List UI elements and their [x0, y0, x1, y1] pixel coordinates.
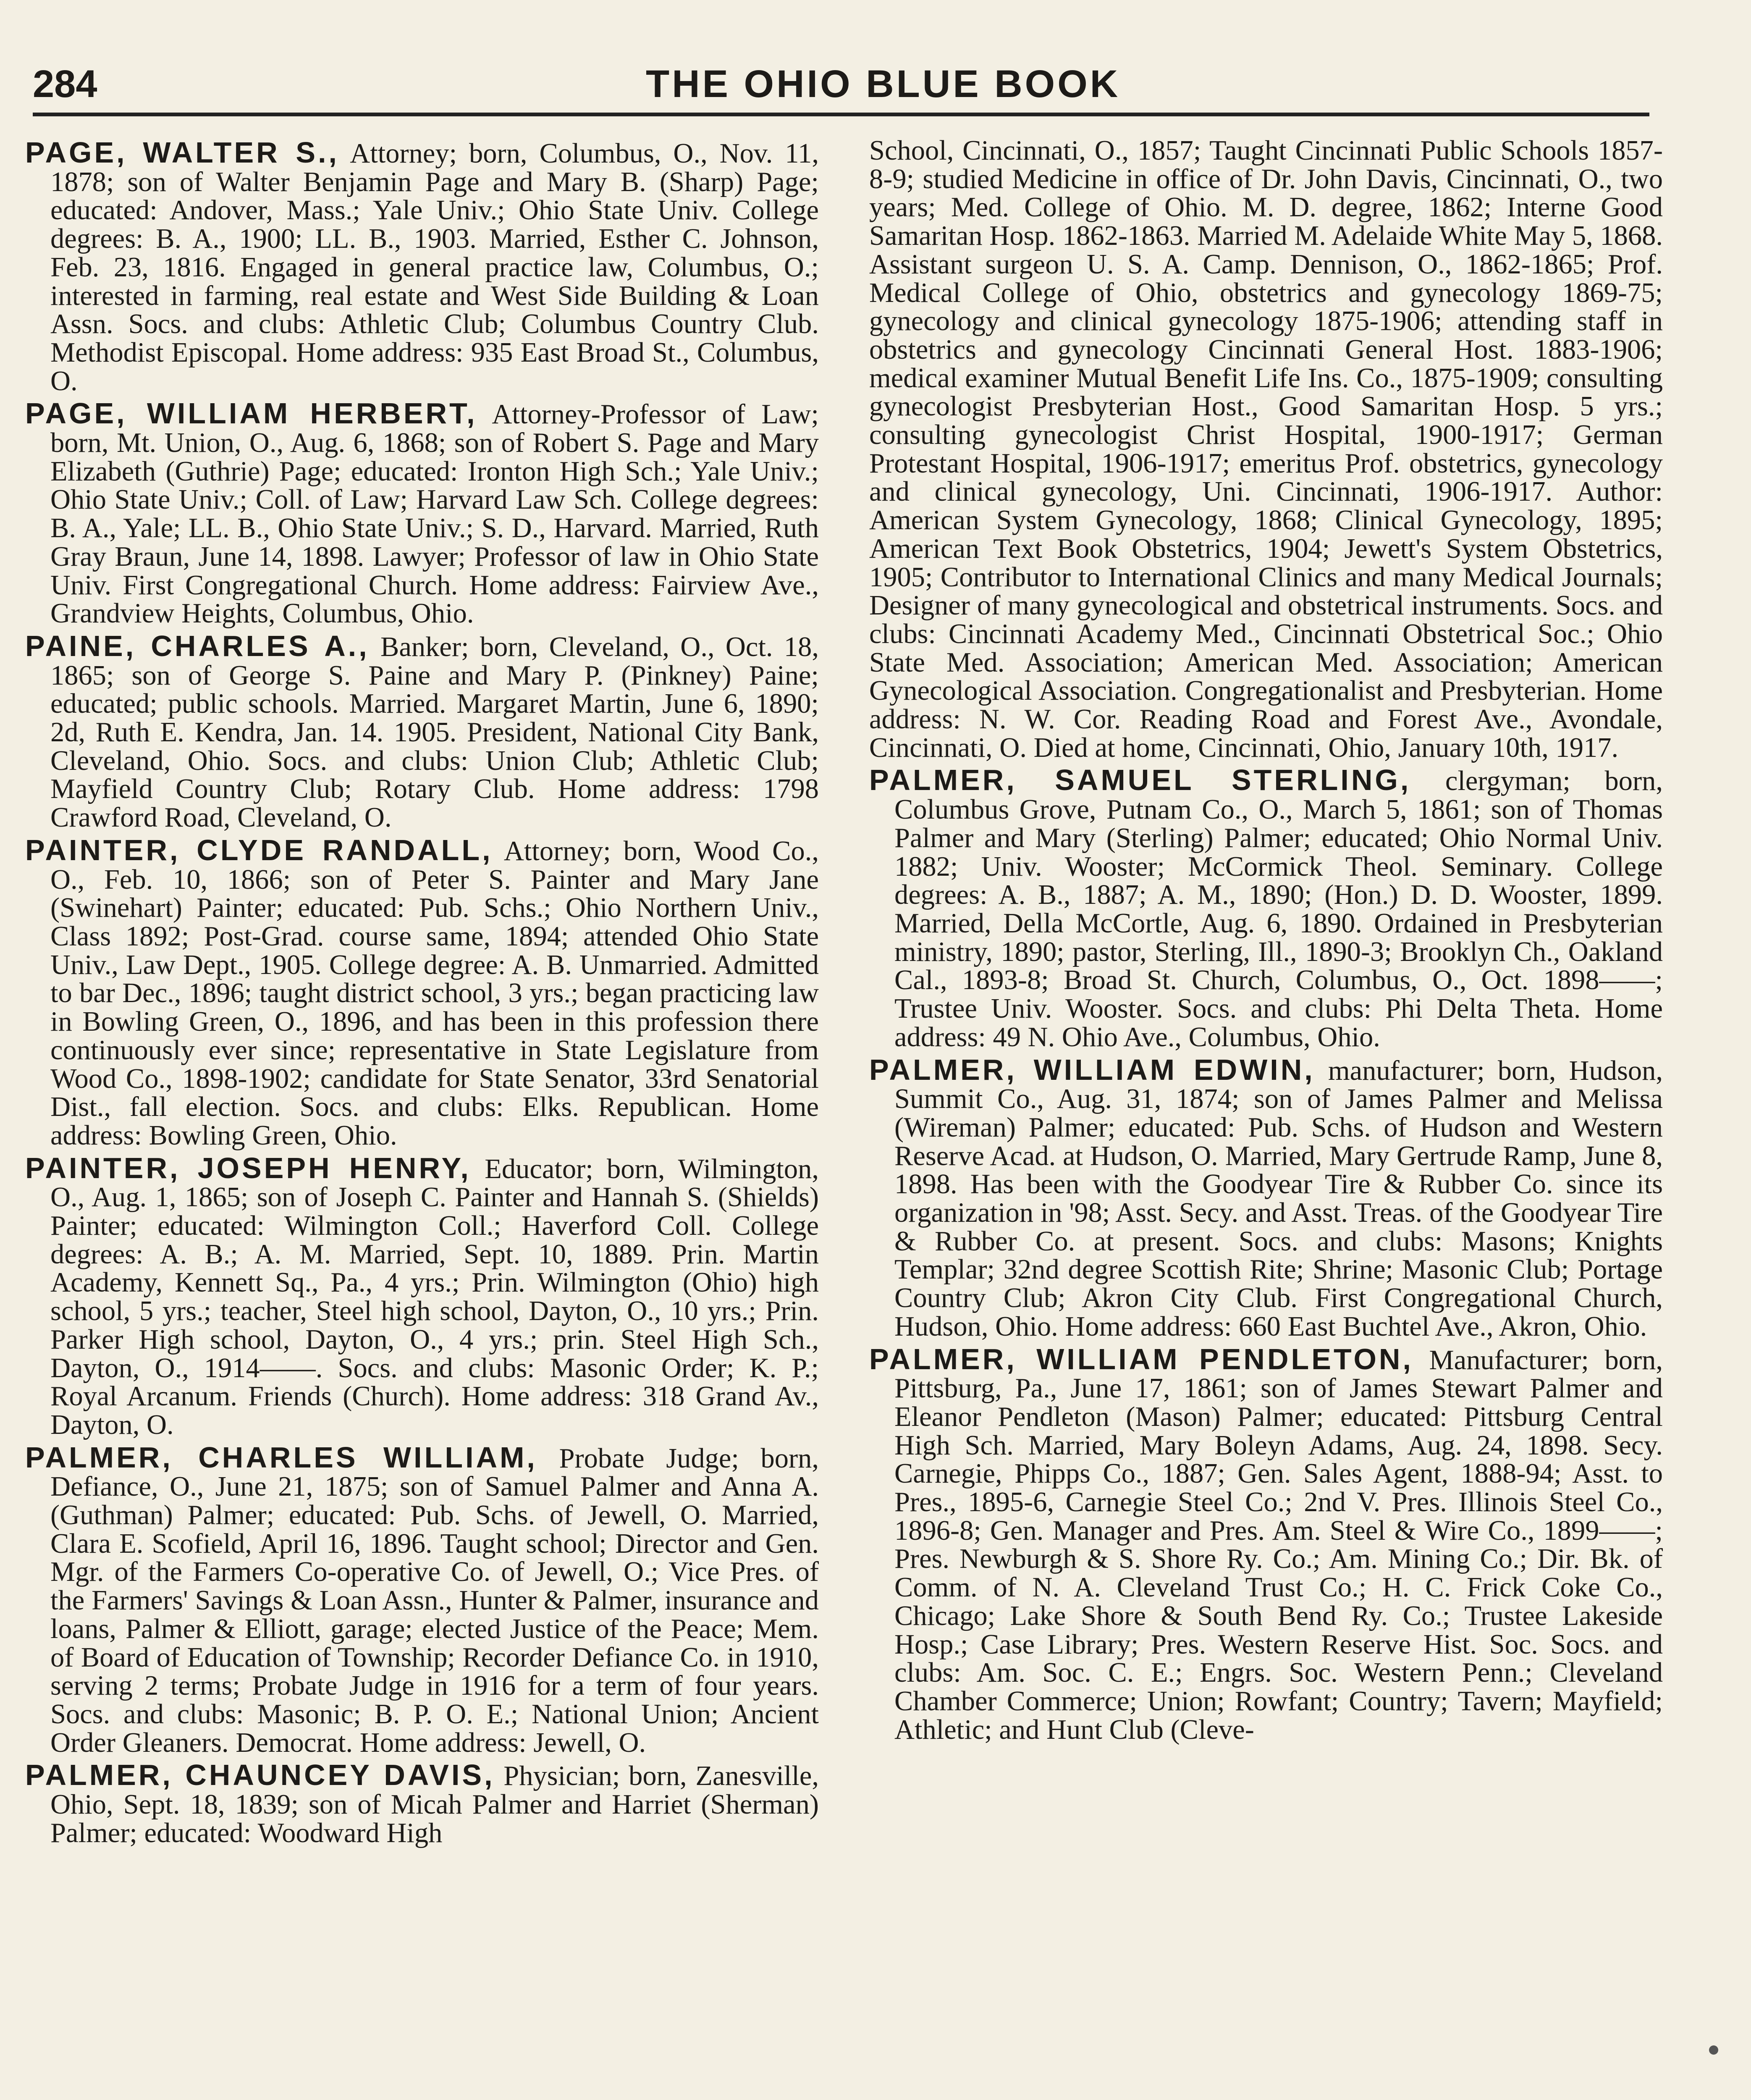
entry-name: PAINTER, CLYDE RANDALL, [25, 833, 493, 866]
entry-text: clergyman; born, Columbus Grove, Putnam Co., O., March 5, 1861; son of Thomas Palmer and Mary (Sterling) Palmer; educated; Ohio Normal Univ. 1882; Univ. Wooster; McCormick Theol. Seminary. College degrees: A. B., 1887; A. M., 1890; (Hon.) D. D. Wooster, 1899. Married, Della McCortle, Aug. 6, 1890. Ordained in Presbyterian ministry, 1890; pastor, Sterling, Ill., 1890-3; Brooklyn Ch., Oakland Cal., 1893-8; Broad St. Church, Columbus, O., Oct. 1898——; Trustee Univ. Wooster. Socs. and clubs: Phi Delta Theta. Home address: 49 N. Ohio Ave., Columbus, Ohio. [894, 766, 1663, 1053]
right-column [869, 136, 1663, 1748]
entry-name: PAINE, CHARLES A., [25, 629, 370, 662]
entry-name: PALMER, CHAUNCEY DAVIS, [25, 1759, 495, 1792]
entry-name: PALMER, CHARLES WILLIAM, [25, 1441, 537, 1474]
entry-text: Physician; born, Zanesville, Ohio, Sept. 18, 1839; son of Micah Palmer and Harriet (Sherman) Palmer; educated: Woodward High [50, 1761, 819, 1848]
entry-text: Attorney; born, Columbus, O., Nov. 11, 1878; son of Walter Benjamin Page and Mary B. (Sharp) Page; educated: Andover, Mass.; Yale Univ.; Ohio State Univ. College degrees: B. A., 1900; LL. B., 1903. Married, Esther C. Johnson, Feb. 23, 1816. Engaged in general practice law, Columbus, O.; interested in farming, real estate and West Side Building & Loan Assn. Socs. and clubs: Athletic Club; Columbus Country Club. Methodist Episcopal. Home address: 935 East Broad St., Columbus, O. [50, 138, 819, 396]
biography-entry [869, 136, 1663, 762]
entry-name: PAINTER, JOSEPH HENRY, [25, 1151, 471, 1184]
running-title: THE OHIO BLUE BOOK [646, 63, 1121, 105]
entry-text: Banker; born, Cleveland, O., Oct. 18, 1865; son of George S. Paine and Mary P. (Pinkney) Paine; educated; public schools. Married. Margaret Martin, June 6, 1890; 2d, Ruth E. Kendra, Jan. 14. 1905. President, National City Bank, Cleveland, Ohio. Socs. and clubs: Union Club; Athletic Club; Mayfield Country Club; Rotary Club. Home address: 1798 Crawford Road, Cleveland, O. [50, 631, 819, 833]
entry-name: PALMER, WILLIAM PENDLETON, [869, 1342, 1413, 1376]
entry-name: PAGE, WALTER S., [25, 136, 340, 169]
entry-text: Manufacturer; born, Pittsburg, Pa., June 17, 1861; son of James Stewart Palmer and Eleanor Pendleton (Mason) Palmer; educated: Pittsburg Central High Sch. Married, Mary Boleyn Adams, Aug. 24, 1898. Secy. Carnegie, Phipps Co., 1887; Gen. Sales Agent, 1888-94; Asst. to Pres., 1895-6, Carnegie Steel Co.; 2nd V. Pres. Illinois Steel Co., 1896-8; Gen. Manager and Pres. Am. Steel & Wire Co., 1899——; Pres. Newburgh & S. Shore Ry. Co.; Am. Mining Co.; Dir. Bk. of Comm. of N. A. Cleveland Trust Co.; H. C. Frick Coke Co., Chicago; Lake Shore & South Bend Ry. Co.; Trustee Lakeside Hosp.; Case Library; Pres. Western Reserve Hist. Soc. Socs. and clubs: Am. Soc. C. E.; Engrs. Soc. Western Penn.; Cleveland Chamber Commerce; Union; Rowfant; Country; Tavern; Mayfield; Athletic; and Hunt Club (Cleve- [894, 1344, 1663, 1745]
page-header [33, 50, 1649, 116]
entry-text: Attorney-Professor of Law; born, Mt. Union, O., Aug. 6, 1868; son of Robert S. Page and Mary Elizabeth (Guthrie) Page; educated: Ironton High Sch.; Yale Univ.; Ohio State Univ.; Coll. of Law; Harvard Law Sch. College degrees: B. A., Yale; LL. B., Ohio State Univ.; S. D., Harvard. Married, Ruth Gray Braun, June 14, 1898. Lawyer; Professor of law in Ohio State Univ. First Congregational Church. Home address: Fairview Ave., Grandview Heights, Columbus, Ohio. [50, 399, 819, 629]
margin-dot [1709, 2045, 1718, 2055]
entry-text: School, Cincinnati, O., 1857; Taught Cincinnati Public Schools 1857-8-9; studied Medicine in office of Dr. John Davis, Cincinnati, O., two years; Med. College of Ohio. M. D. degree, 1862; Interne Good Samaritan Hosp. 1862-1863. Married M. Adelaide White May 5, 1868. Assistant surgeon U. S. A. Camp. Dennison, O., 1862-1865; Prof. Medical College of Ohio, obstetrics and gynecology 1869-75; gynecology and clinical gynecology 1875-1906; attending staff in obstetrics and gynecology Cincinnati General Host. 1883-1906; medical examiner Mutual Benefit Life Ins. Co., 1875-1909; consulting gynecologist Presbyterian Host., Good Samaritan Hosp. 5 yrs.; consulting gynecologist Christ Hospital, 1900-1917; German Protestant Hospital, 1906-1917; emeritus Prof. obstetrics, gynecology and clinical gynecology, Uni. Cincinnati, 1906-1917. Author: American System Gynecology, 1868; Clinical Gynecology, 1895; American Text Book Obstetrics, 1904; Jewett's System Obstetrics, 1905; Contributor to International Clinics and many Medical Journals; Designer of many gynecological and obstetrical instruments. Socs. and clubs: Cincinnati Academy Med., Cincinnati Obstetrical Soc.; Ohio State Med. Association; American Med. Association; American Gynecological Association. Congregationalist and Presbyterian. Home address: N. W. Cor. Reading Road and Forest Ave., Avondale, Cincinnati, O. Died at home, Cincinnati, Ohio, January 10th, 1917. [869, 135, 1663, 763]
biography-entry [25, 1441, 819, 1758]
biography-entry [25, 629, 819, 833]
biography-entry [25, 136, 819, 396]
entry-text: Attorney; born, Wood Co., O., Feb. 10, 1866; son of Peter S. Painter and Mary Jane (Swinehart) Painter; educated: Pub. Schs.; Ohio Northern Univ., Class 1892; Post-Grad. course same, 1894; attended Ohio State Univ., Law Dept., 1905. College degree: A. B. Unmarried. Admitted to bar Dec., 1896; taught district school, 3 yrs.; began practicing law in Bowling Green, O., 1896, and has been in this profession there continuously ever since; representative in State Legislature from Wood Co., 1898-1902; candidate for State Senator, 33rd Senatorial Dist., fall election. Socs. and clubs: Elks. Republican. Home address: Bowling Green, Ohio. [50, 835, 819, 1151]
entry-name: PAGE, WILLIAM HERBERT, [25, 397, 477, 430]
entry-text: Probate Judge; born, Defiance, O., June 21, 1875; son of Samuel Palmer and Anna A. (Guthman) Palmer; educated: Pub. Schs. of Jewell, O. Married, Clara E. Scofield, April 16, 1896. Taught school; Director and Gen. Mgr. of the Farmers Co-operative Co. of Jewell, O.; Vice Pres. of the Farmers' Savings & Loan Assn., Hunter & Palmer, insurance and loans, Palmer & Elliott, garage; elected Justice of the Peace; Mem. of Board of Education of Township; Recorder Defiance Co. in 1910, serving 2 terms; Probate Judge in 1916 for a term of four years. Socs. and clubs: Masonic; B. P. O. E.; National Union; Ancient Order Gleaners. Democrat. Home address: Jewell, O. [50, 1443, 819, 1758]
biography-entry [869, 1053, 1663, 1342]
biography-entry [25, 399, 819, 628]
biography-entry [869, 766, 1663, 1051]
entry-name: PALMER, WILLIAM EDWIN, [869, 1053, 1315, 1086]
entry-name: PALMER, SAMUEL STERLING, [869, 764, 1411, 797]
page-number: 284 [33, 63, 97, 105]
entry-text: Educator; born, Wilmington, O., Aug. 1, 1865; son of Joseph C. Painter and Hannah S. (Shields) Painter; educated: Wilmington Coll.; Haverford Coll. College degrees: A. B.; A. M. Married, Sept. 10, 1889. Prin. Martin Academy, Kennett Sq., Pa., 4 yrs.; Prin. Wilmington (Ohio) high school, 5 yrs.; teacher, Steel high school, Dayton, O., 10 yrs.; Prin. Parker High school, Dayton, O., 4 yrs.; prin. Steel High Sch., Dayton, O., 1914——. Socs. and clubs: Masonic Order; K. P.; Royal Arcanum. Friends (Church). Home address: 318 Grand Av., Dayton, O. [50, 1153, 819, 1440]
biography-entry [25, 1761, 819, 1847]
entry-text: manufacturer; born, Hudson, Summit Co., Aug. 31, 1874; son of James Palmer and Melissa (Wireman) Palmer; educated: Pub. Schs. of Hudson and Western Reserve Acad. at Hudson, O. Married, Mary Gertrude Ramp, June 8, 1898. Has been with the Goodyear Tire & Rubber Co. since its organization in '98; Asst. Secy. and Asst. Treas. of the Goodyear Tire & Rubber Co. at present. Socs. and clubs: Masons; Knights Templar; 32nd degree Scottish Rite; Shrine; Masonic Club; Portage Country Club; Akron City Club. First Congregational Church, Hudson, Ohio. Home address: 660 East Buchtel Ave., Akron, Ohio. [894, 1055, 1663, 1342]
biography-entry [25, 1151, 819, 1440]
biography-entry [25, 833, 819, 1151]
biography-entry [869, 1342, 1663, 1745]
left-column [25, 136, 819, 1851]
